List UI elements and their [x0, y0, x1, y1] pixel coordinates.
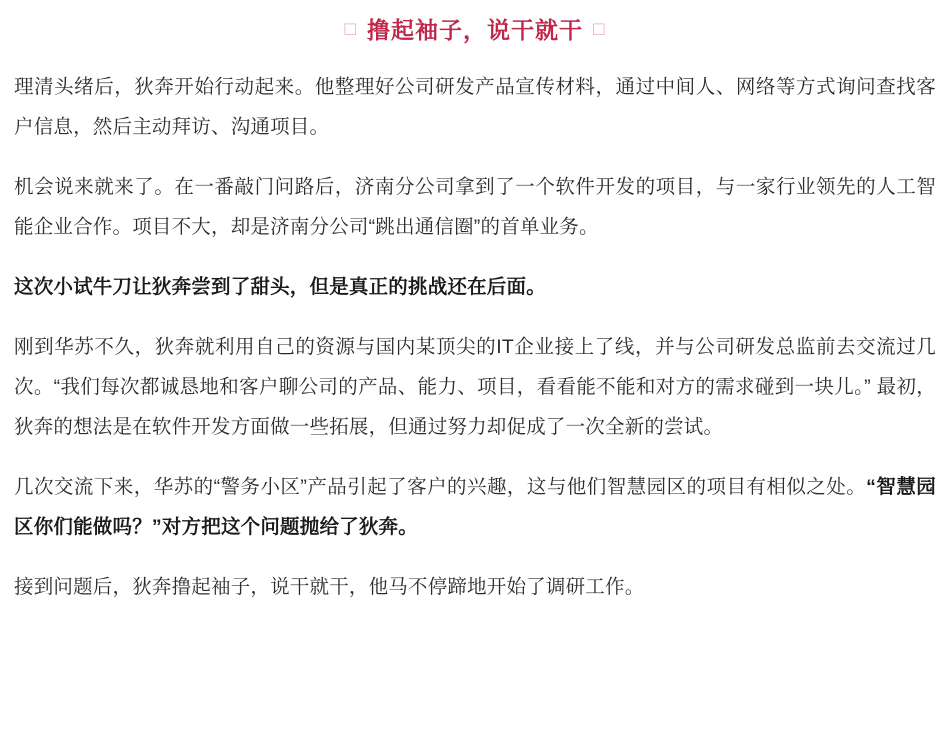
article-heading — [14, 14, 936, 46]
heading-left-mark-icon: □ — [344, 19, 357, 40]
paragraph-5-segment-normal: 几次交流下来，华苏的“警务小区”产品引起了客户的兴趣，这与他们智慧园区的项目有相似之处。 — [14, 475, 867, 498]
heading-right-mark-icon: □ — [593, 19, 606, 40]
paragraph-4: 刚到华苏不久，狄奔就利用自己的资源与国内某顶尖的IT企业接上了线，并与公司研发总监前去交流过几次。“我们每次都诚恳地和客户聊公司的产品、能力、项目，看看能不能和对方的需求碰到一块儿。” 最初，狄奔的想法是在软件开发方面做一些拓展，但通过努力却促成了一次全新的尝试。 — [14, 336, 936, 438]
heading-text: 撸起袖子，说干就干 — [367, 17, 583, 43]
paragraph-1: 理清头绪后，狄奔开始行动起来。他整理好公司研发产品宣传材料，通过中间人、网络等方式询问查找客户信息，然后主动拜访、沟通项目。 — [14, 76, 936, 139]
paragraph-6: 接到问题后，狄奔撸起袖子，说干就干，他马不停蹄地开始了调研工作。 — [14, 575, 645, 598]
paragraph-3-emphasis: 这次小试牛刀让狄奔尝到了甜头，但是真正的挑战还在后面。 — [14, 276, 546, 299]
paragraph-5 — [14, 468, 936, 548]
paragraph-2: 机会说来就来了。在一番敲门问路后，济南分公司拿到了一个软件开发的项目，与一家行业领先的人工智能企业合作。项目不大，却是济南分公司“跳出通信圈”的首单业务。 — [14, 176, 936, 239]
paragraph-5-segment-quote: “智慧园区你们能做吗？”对方把这个问题抛给了狄奔。 — [14, 475, 936, 538]
